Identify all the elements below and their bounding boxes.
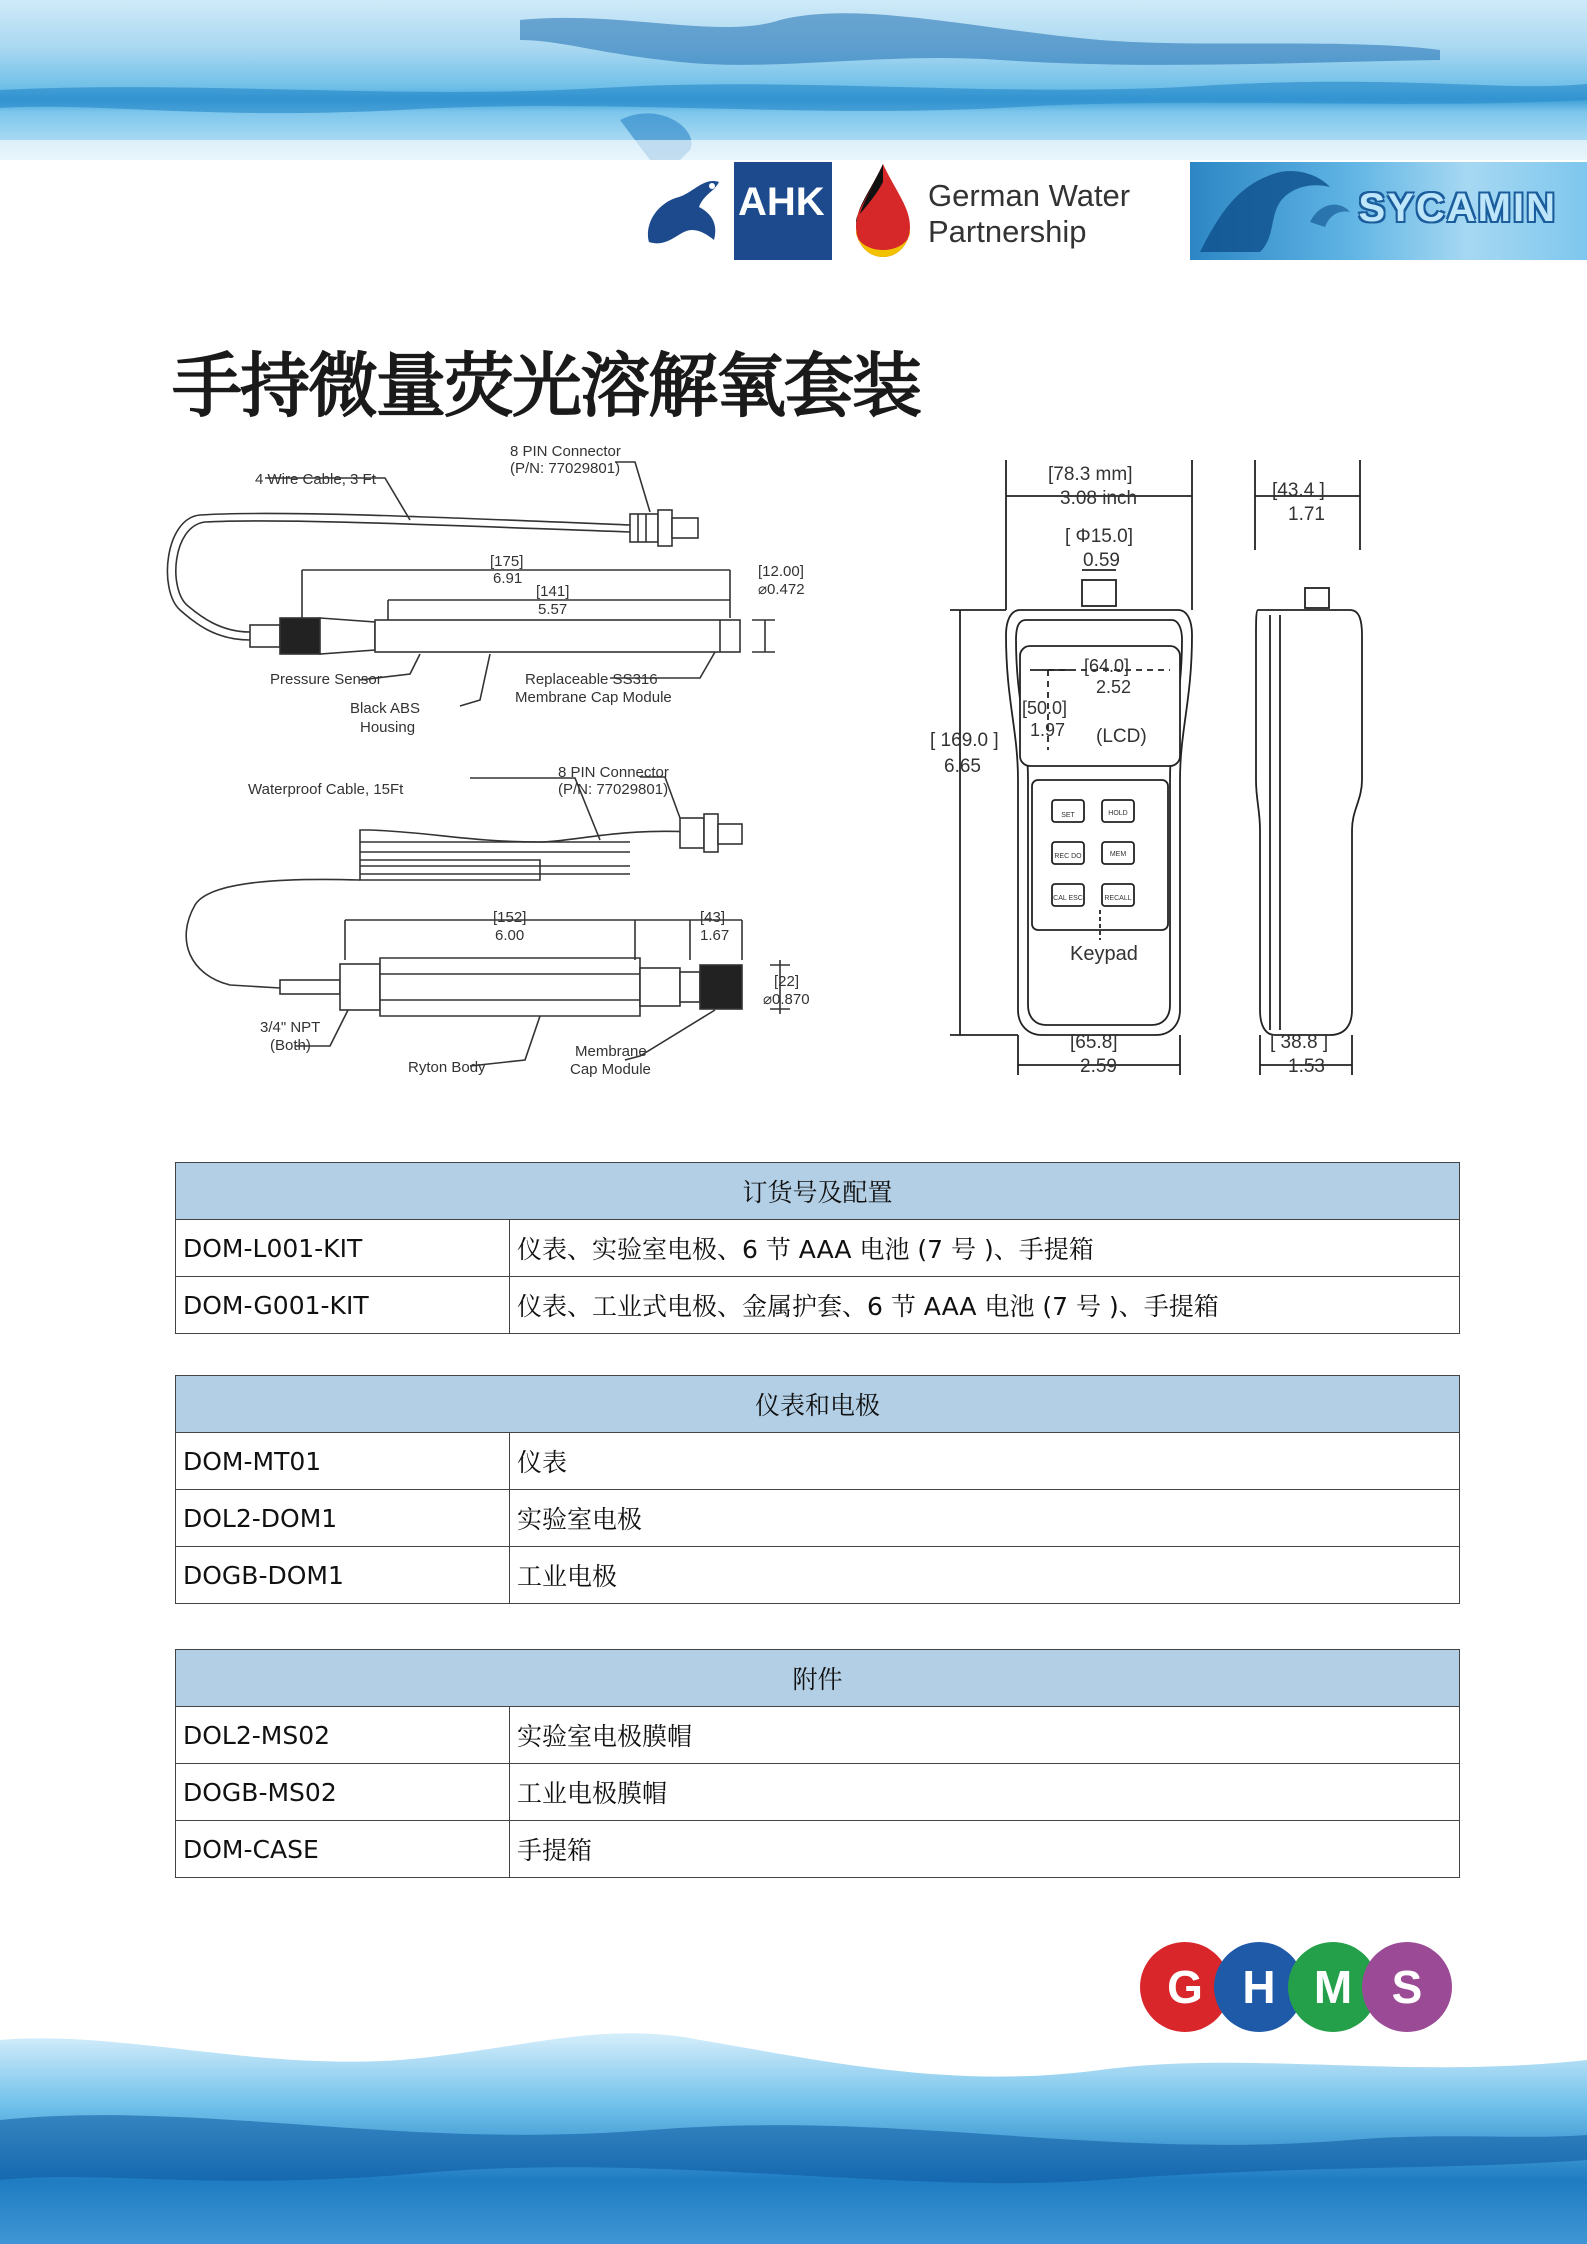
table-row [176, 1764, 1460, 1821]
sycamin-logo [1190, 162, 1587, 260]
meter-width-mm: [78.3 mm] [1048, 464, 1133, 485]
top-water-banner [0, 0, 1587, 160]
ahk-text: AHK [738, 180, 825, 224]
order-desc: 仪表、工业式电极、金属护套、6 节 AAA 电池 (7 号 )、手提箱 [510, 1277, 1460, 1334]
ind-cable-label: Waterproof Cable, 15Ft [248, 781, 404, 798]
ghms-letter-s: S [1362, 1942, 1452, 2032]
lab-dim-total-in: 6.91 [493, 570, 523, 587]
order-desc: 工业电极膜帽 [510, 1764, 1460, 1821]
order-code: DOL2-MS02 [176, 1707, 510, 1764]
table-row [176, 1547, 1460, 1604]
meter-diagram [920, 450, 1380, 1090]
accessories-table [175, 1649, 1460, 1878]
order-code: DOM-L001-KIT [176, 1220, 510, 1277]
meter-height-in: 6.65 [944, 756, 981, 777]
table-row [176, 1220, 1460, 1277]
key-recall: RECALL [1104, 895, 1132, 902]
sycamin-text: SYCAMIN [1358, 186, 1557, 230]
gwp-line2: Partnership [928, 214, 1087, 249]
order-desc: 实验室电极膜帽 [510, 1707, 1460, 1764]
meter-side-bottom-in: 1.53 [1288, 1056, 1325, 1077]
order-code: DOM-MT01 [176, 1433, 510, 1490]
lab-dim-body-mm: [141] [536, 583, 570, 600]
ahk-logo [634, 162, 832, 260]
lab-housing-line1: Black ABS [350, 700, 421, 717]
order-desc: 手提箱 [510, 1821, 1460, 1878]
meter-lcd-w-mm: [64.0] [1084, 656, 1130, 676]
order-code: DOM-CASE [176, 1821, 510, 1878]
meter-lcd-h-in: 1.97 [1030, 720, 1066, 740]
lab-dim-dia-mm: [12.00] [758, 563, 804, 580]
gwp-line1: German Water [928, 178, 1131, 213]
ind-dim-dia-mm: [22] [774, 973, 800, 990]
ghms-letter-m: M [1288, 1942, 1378, 2032]
industrial-probe-diagram [170, 760, 850, 1090]
lab-connector-line1: 8 PIN Connector [510, 443, 621, 460]
table-header: 附件 [176, 1650, 1460, 1707]
meter-bottom-mm: [65.8] [1070, 1032, 1118, 1053]
ind-body-label: Ryton Body [408, 1059, 486, 1076]
order-desc: 仪表、实验室电极、6 节 AAA 电池 (7 号 )、手提箱 [510, 1220, 1460, 1277]
table-row [176, 1821, 1460, 1878]
order-code: DOM-G001-KIT [176, 1277, 510, 1334]
key-cal: CAL ESC [1053, 895, 1083, 902]
meter-lcd-w-in: 2.52 [1096, 677, 1132, 697]
order-code: DOGB-MS02 [176, 1764, 510, 1821]
key-hold: HOLD [1108, 810, 1128, 817]
ghms-letter-h: H [1214, 1942, 1304, 2032]
table-row [176, 1490, 1460, 1547]
ind-dim-body-in: 6.00 [495, 927, 525, 944]
table-header: 订货号及配置 [176, 1163, 1460, 1220]
ind-dim-dia-in: ⌀0.870 [763, 991, 810, 1008]
ind-connector-line2: (P/N: 77029801) [558, 781, 669, 798]
order-config-table [175, 1162, 1460, 1334]
meter-depth-in: 1.71 [1288, 504, 1325, 525]
ind-npt-line1: 3/4" NPT [260, 1019, 321, 1036]
ind-dim-cap-mm: [43] [700, 909, 726, 926]
ind-cap-line1: Membrane [575, 1043, 647, 1060]
bottom-water-banner [0, 2000, 1587, 2244]
lab-dim-total-mm: [175] [490, 553, 524, 570]
order-code: DOL2-DOM1 [176, 1490, 510, 1547]
partner-logos [634, 162, 1587, 260]
table-row [176, 1277, 1460, 1334]
meter-width-in: 3.08 inch [1060, 488, 1138, 509]
ind-connector-line1: 8 PIN Connector [558, 764, 669, 781]
lab-probe-diagram [160, 440, 840, 740]
ind-cap-line2: Cap Module [570, 1061, 651, 1078]
order-desc: 工业电极 [510, 1547, 1460, 1604]
lab-cap-line1: Replaceable SS316 [525, 671, 658, 688]
page-title: 手持微量荧光溶解氧套装 [172, 345, 920, 427]
meter-lcd-label: (LCD) [1096, 726, 1147, 747]
ind-dim-body-mm: [152] [493, 909, 527, 926]
meter-side-bottom-mm: [ 38.8 ] [1270, 1032, 1329, 1053]
ind-npt-line2: (Both) [270, 1037, 311, 1054]
lab-connector-line2: (P/N: 77029801) [510, 460, 621, 477]
meter-lcd-h-mm: [50.0] [1022, 698, 1068, 718]
meter-electrode-table [175, 1375, 1460, 1604]
dragon-icon [634, 162, 734, 260]
german-water-partnership-logo [848, 162, 1158, 260]
key-set: SET [1061, 812, 1075, 819]
meter-keypad-label: Keypad [1070, 943, 1138, 965]
meter-bottom-in: 2.59 [1080, 1056, 1117, 1077]
lab-cap-line2: Membrane Cap Module [515, 689, 672, 706]
table-row [176, 1433, 1460, 1490]
lab-dim-body-in: 5.57 [538, 601, 568, 618]
ind-dim-cap-in: 1.67 [700, 927, 730, 944]
key-rec: REC DO [1054, 853, 1082, 860]
order-desc: 仪表 [510, 1433, 1460, 1490]
order-code: DOGB-DOM1 [176, 1547, 510, 1604]
table-header: 仪表和电极 [176, 1376, 1460, 1433]
key-mem: MEM [1109, 851, 1127, 858]
meter-height-mm: [ 169.0 ] [930, 730, 999, 751]
lab-housing-line2: Housing [360, 719, 416, 736]
meter-conn-mm: [ Φ15.0] [1065, 526, 1133, 547]
table-row [176, 1707, 1460, 1764]
meter-conn-in: 0.59 [1083, 550, 1120, 571]
ghms-letter-g: G [1140, 1942, 1230, 2032]
pressure-sensor-label: Pressure Sensor [270, 671, 382, 688]
lab-cable-label: 4 Wire Cable, 3 Ft [255, 471, 376, 488]
lab-dim-dia-in: ⌀0.472 [758, 581, 805, 598]
gwp-drop-icon [848, 162, 918, 260]
meter-depth-mm: [43.4 ] [1272, 480, 1325, 501]
order-desc: 实验室电极 [510, 1490, 1460, 1547]
